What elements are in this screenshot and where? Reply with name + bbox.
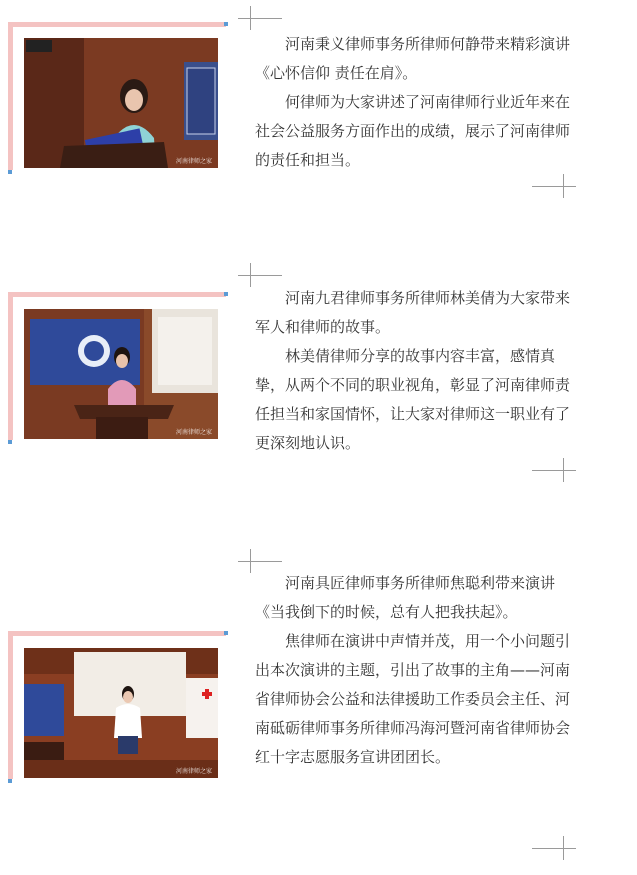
paragraph: 河南九君律师事务所律师林美倩为大家带来军人和律师的故事。 [255, 289, 571, 336]
speaker-photo [24, 648, 218, 778]
photo-watermark: 河南律师之家 [175, 429, 212, 436]
frame-corner-accent [8, 779, 12, 783]
frame-corner-accent [8, 440, 12, 444]
frame-corner-accent [224, 631, 228, 635]
speaker-photo [24, 38, 218, 168]
speaker-description [255, 284, 575, 458]
crosshair-decoration [532, 836, 576, 860]
frame-corner-accent [224, 292, 228, 296]
frame-corner-accent [224, 22, 228, 26]
paragraph: 何律师为大家讲述了河南律师行业近年来在社会公益服务方面作出的成绩，展示了河南律师的责任和担当。 [255, 93, 571, 169]
paragraph: 林美倩律师分享的故事内容丰富，感情真挚，从两个不同的职业视角，彰显了河南律师责任担当和家国情怀，让大家对律师这一职业有了更深刻地认识。 [255, 347, 571, 452]
crosshair-decoration [532, 458, 576, 482]
paragraph: 河南具匠律师事务所律师焦聪利带来演讲《当我倒下的时候，总有人把我扶起》。 [255, 574, 556, 621]
speaker-description [255, 569, 575, 772]
photo-watermark: 河南律师之家 [175, 768, 212, 775]
crosshair-decoration [532, 174, 576, 198]
photo-watermark: 河南律师之家 [175, 158, 212, 165]
crosshair-decoration [238, 6, 282, 30]
paragraph: 焦律师在演讲中声情并茂，用一个小问题引出本次演讲的主题，引出了故事的主角——河南省律师协会公益和法律援助工作委员会主任、河南砥砺律师事务所律师冯海河暨河南省律师协会红十字志愿服务宣讲团团长。 [255, 632, 571, 766]
speaker-description [255, 30, 575, 175]
frame-corner-accent [8, 170, 12, 174]
paragraph: 河南秉义律师事务所律师何静带来精彩演讲《心怀信仰 责任在肩》。 [255, 35, 571, 82]
speaker-photo [24, 309, 218, 439]
